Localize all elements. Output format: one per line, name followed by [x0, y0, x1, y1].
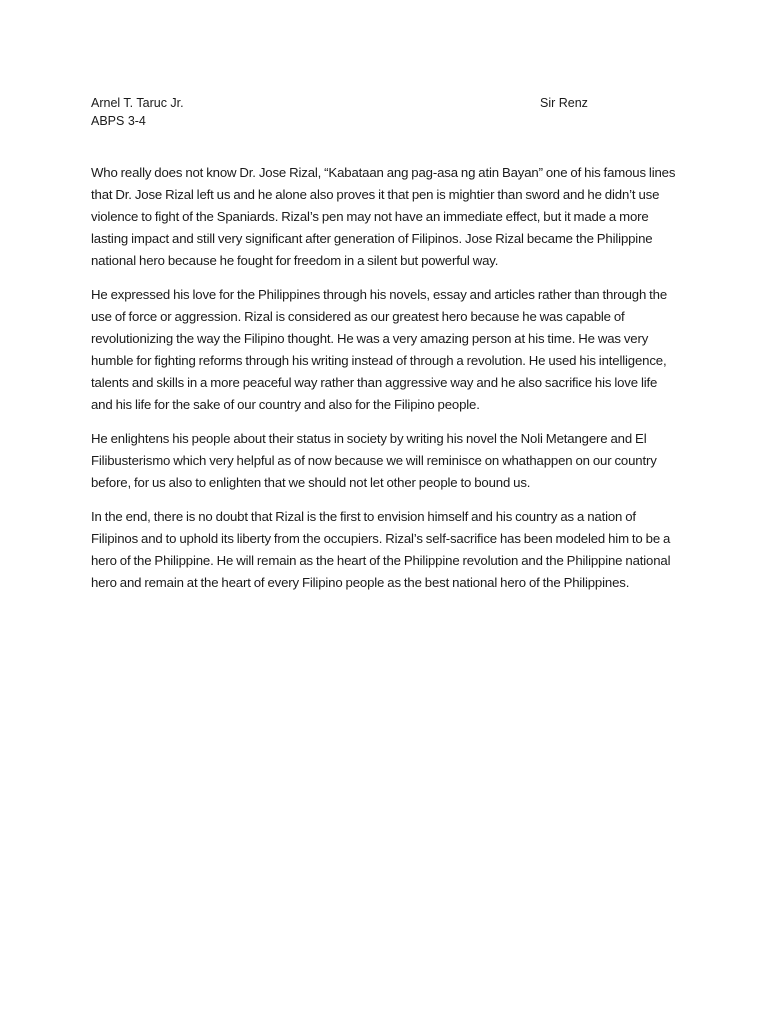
essay-paragraph-2: He expressed his love for the Philippines through his novels, essay and articles rather than through the use of force or aggression. Rizal is considered as our greatest hero because he was capable of revolutionizing the way the Filipino thought. He was a very amazing person at his time. He was very humble for fighting reforms through his writing instead of through a revolution. He used his intelligence, talents and skills in a more peaceful way rather than aggressive way and he also sacrifice his love life and his life for the sake of our country and also for the Filipino people.: [91, 287, 668, 412]
class-section: ABPS 3-4: [91, 114, 146, 128]
author-name: Arnel T. Taruc Jr.: [91, 96, 184, 110]
essay-paragraph-3: He enlightens his people about their status in society by writing his novel the Noli Metangere and El Filibusterismo which very helpful as of now because we will reminisce on whathappen on our country before, for us also to enlighten that we should not let other people to bound us.: [91, 431, 657, 490]
teacher-name: Sir Renz: [540, 96, 588, 110]
essay-paragraph-1: Who really does not know Dr. Jose Rizal, “Kabataan ang pag-asa ng atin Bayan” one of his famous lines that Dr. Jose Rizal left us and he alone also proves it that pen is mightier than sword and he didn’t use violence to fight of the Spaniards. Rizal’s pen may not have an immediate effect, but it made a more lasting impact and still very significant after generation of Filipinos. Jose Rizal became the Philippine national hero because he fought for freedom in a silent but powerful way.: [91, 165, 676, 268]
essay-paragraph-4: In the end, there is no doubt that Rizal is the first to envision himself and his country as a nation of Filipinos and to uphold its liberty from the occupiers. Rizal’s self-sacrifice has been modeled him to be a hero of the Philippine. He will remain as the heart of the Philippine revolution and the Philippine national hero and remain at the heart of every Filipino people as the best national hero of the Philippines.: [91, 509, 671, 590]
essay-body: [91, 162, 679, 606]
student-info: [91, 94, 341, 130]
